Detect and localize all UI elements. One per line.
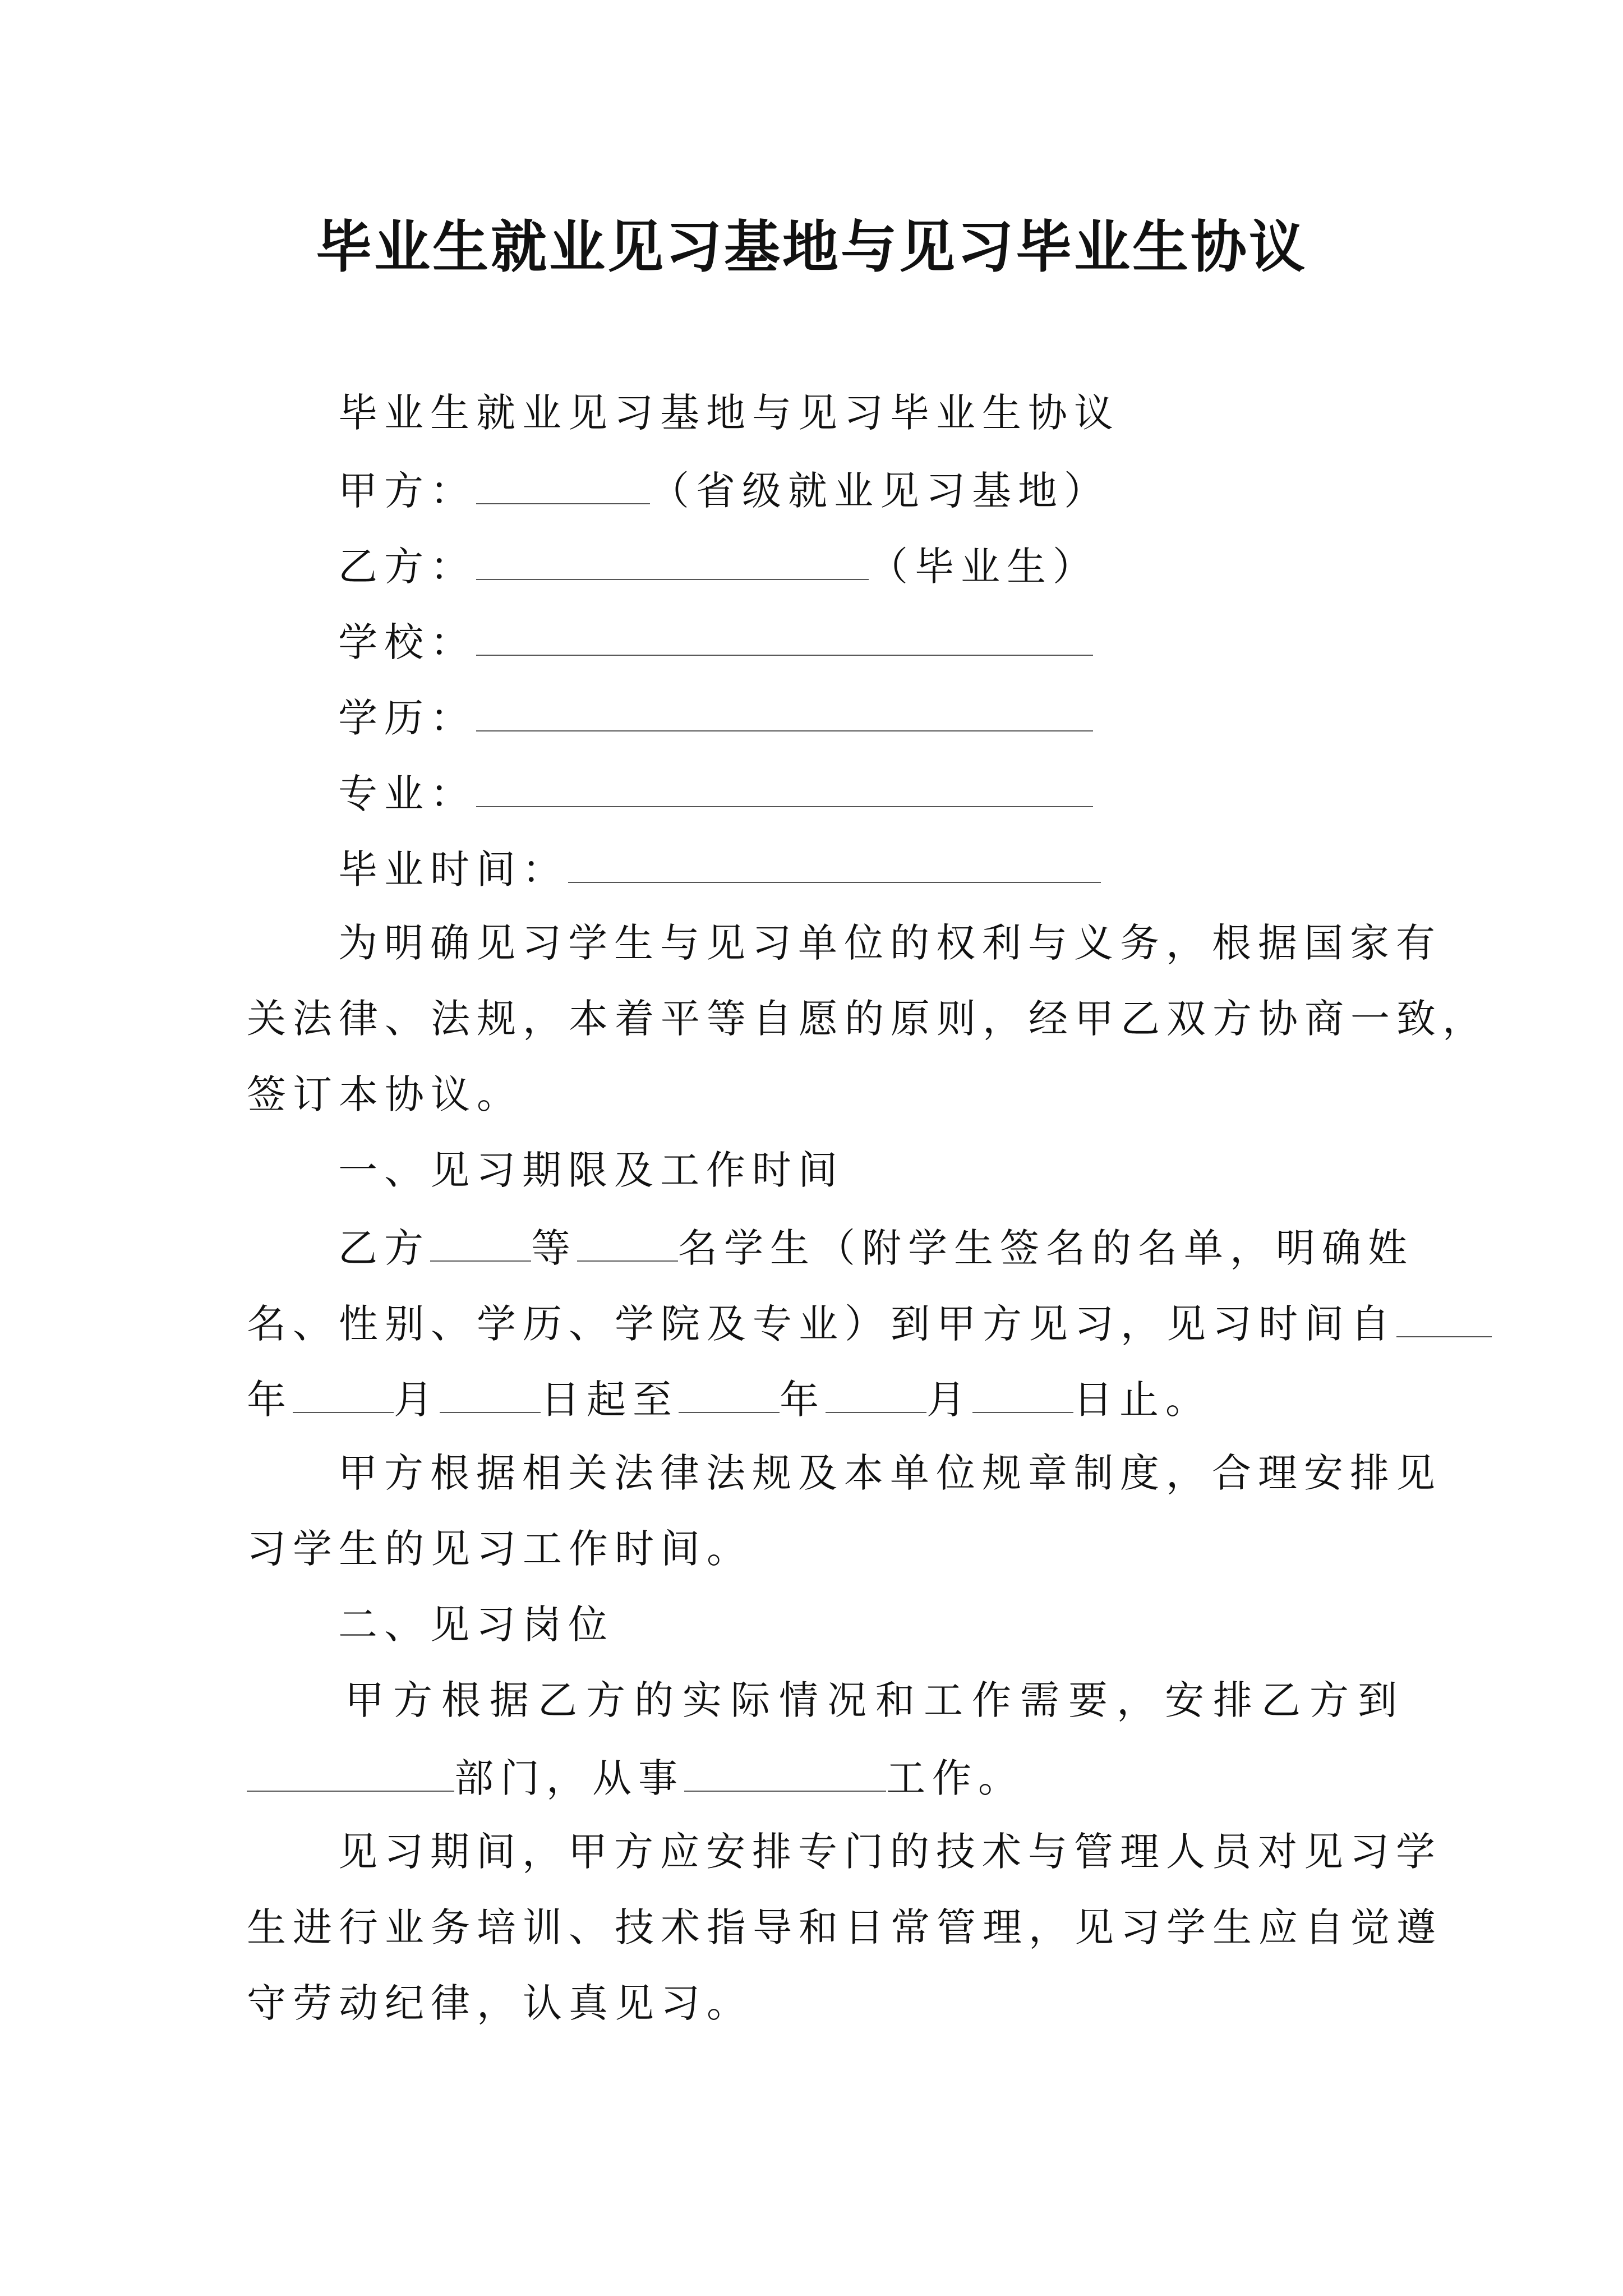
start-month-blank [293,1372,394,1413]
section-1-p1-line-2 [247,1296,1396,1350]
education-row [338,690,1385,744]
start-day-blank [440,1372,541,1413]
section-1-heading: 一、见习期限及工作时间 [338,1147,844,1193]
end-year-blank [679,1372,780,1413]
text-segment: 日起至 [541,1377,679,1423]
party-b-blank [476,539,869,580]
party-b-label: 乙方： [338,544,476,590]
text-segment: 年 [780,1377,826,1423]
section-2-p2-line-2: 生进行业务培训、技术指导和日常管理，见习学生应自觉遵 [247,1904,1442,1950]
text-segment: 工作。 [886,1755,1024,1801]
text-segment: 部门，从事 [454,1755,684,1801]
school-row [338,614,1385,668]
section-2-p1-line-1: 甲方根据乙方的实际情况和工作需要，安排乙方到 [345,1677,1406,1723]
section-2-p1-line-2 [247,1750,1385,1804]
major-blank [476,766,1093,807]
party-a-label: 甲方： [338,468,476,514]
intro-line-3: 签订本协议。 [247,1071,523,1117]
education-blank [476,690,1093,731]
text-segment: 乙方 [338,1225,430,1271]
party-a-row [338,463,1385,517]
document-title: 毕业生就业见习基地与见习毕业生协议 [316,214,1307,280]
school-label: 学校： [338,619,476,665]
text-segment: 等 [531,1225,577,1271]
grad-time-label: 毕业时间： [338,846,568,892]
section-1-p1-line-1 [338,1220,1414,1274]
agreement-subtitle: 毕业生就业见习基地与见习毕业生协议 [338,390,1120,436]
section-1-p1-line-3 [247,1372,1385,1425]
section-1-p2-line-2: 习学生的见习工作时间。 [247,1526,753,1572]
end-day-blank [972,1372,1073,1413]
department-blank [247,1750,454,1792]
party-a-blank [476,463,650,504]
education-label: 学历： [338,695,476,741]
grad-time-row [338,841,1385,895]
student-count-blank [577,1220,678,1262]
work-type-blank [684,1750,886,1792]
text-segment: 月 [394,1377,440,1423]
school-blank [476,614,1093,656]
section-2-heading: 二、见习岗位 [338,1602,614,1648]
text-segment: 名学生（附学生签名的名单，明确姓 [678,1225,1414,1271]
start-year-blank [1396,1296,1492,1337]
intro-line-2: 关法律、法规，本着平等自愿的原则，经甲乙双方协商一致， [247,996,1488,1042]
text-segment: 日止。 [1073,1377,1211,1423]
party-b-note: （毕业生） [869,544,1099,590]
party-a-note: （省级就业见习基地） [650,468,1110,514]
major-row [338,766,1385,820]
section-2-p2-line-1: 见习期间，甲方应安排专门的技术与管理人员对见习学 [338,1829,1442,1875]
intro-line-1: 为明确见习学生与见习单位的权利与义务，根据国家有 [338,920,1442,966]
text-segment: 名、性别、学历、学院及专业）到甲方见习，见习时间自 [247,1301,1396,1347]
text-segment: 月 [926,1377,972,1423]
section-2-p2-line-3: 守劳动纪律，认真见习。 [247,1980,753,2026]
party-b-row [338,539,1385,592]
major-label: 专业： [338,771,476,817]
section-1-p2-line-1: 甲方根据相关法律法规及本单位规章制度，合理安排见 [338,1450,1442,1496]
end-month-blank [826,1372,926,1413]
grad-time-blank [568,841,1101,883]
text-segment: 年 [247,1377,293,1423]
student-name-blank [430,1220,531,1262]
